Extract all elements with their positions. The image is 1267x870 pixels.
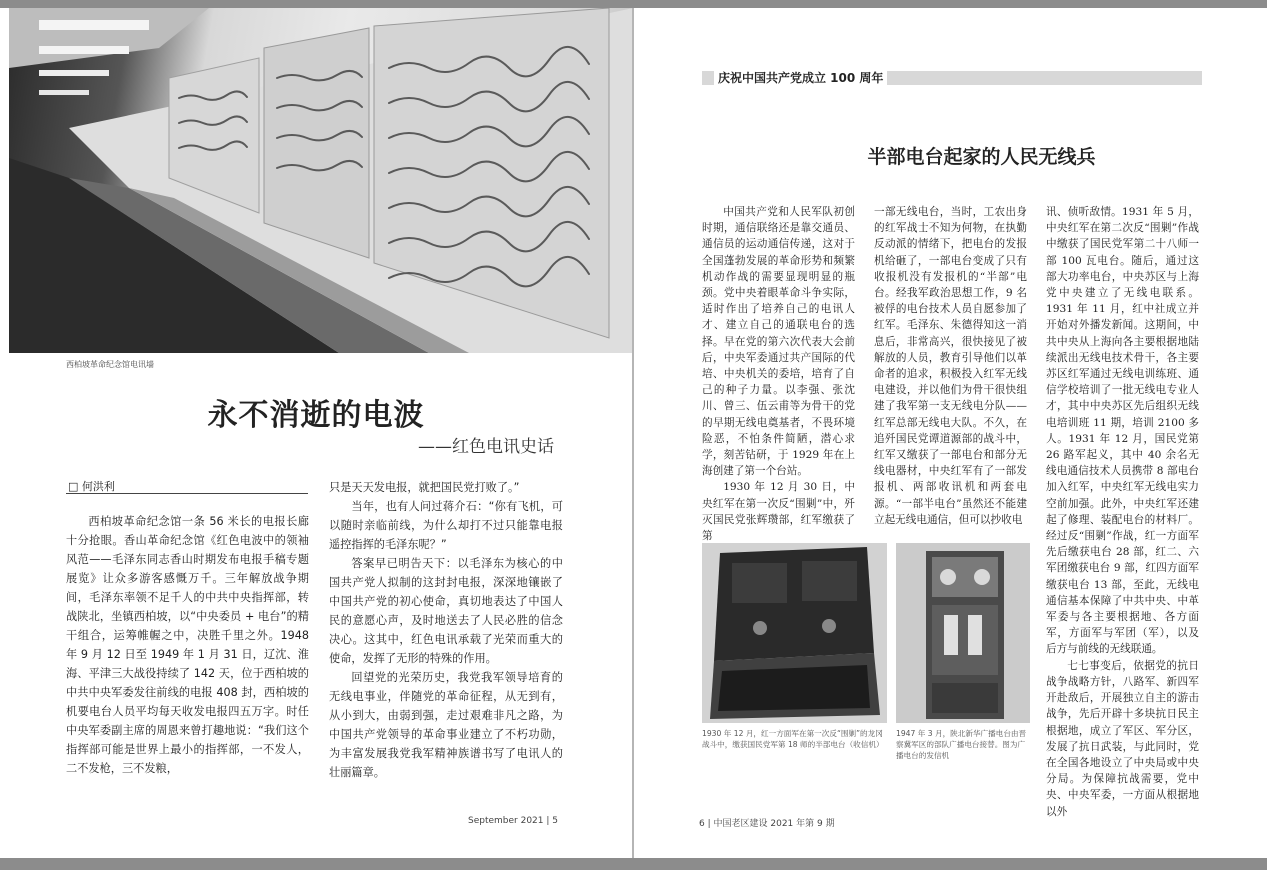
paragraph: 七七事变后，依据党的抗日战争战略方针，八路军、新四军开赴敌后，开展独立自主的游击战争，先后开辟十多块抗日民主根据地，成立了军区、军分区，发展了抗日武装，与此同时，党在全国各地设立了中央局或中央分局。为保障抗战需要，党中央、中央军委，一方面从根据地以外 xyxy=(1046,659,1199,818)
left-page xyxy=(0,8,632,858)
paragraph: 一部无线电台，当时，工农出身的红军战士不知为何物，在执勤反动派的情绪下，把电台的发报机给砸了，一部电台变成了只有收报机没有发报机的“半部”电台。经我军政治思想工作，9 名被俘的电台技术人员自愿参加了红军。毛泽东、朱德得知这一消息后，非常高兴，很快接见了被解放的人员，教育引导他们以革命者的追求，积极投入红军无线电建设，并以他们为骨干很快组建了我军第一支无线电分队——红军总部无线电大队。不久，在追歼国民党谭道源部的战斗中，红军又缴获了一部电台和部分无线电器材，中央红军有了一部发报机、两部收讯机和两套电源。“一部半电台”虽然还不能建立起无线电通信，但可以抄收电 xyxy=(874,206,1027,526)
page-footer-left: September 2021 | 5 xyxy=(468,816,558,826)
paragraph: 1930 年 12 月 30 日，中央红军在第一次反“围剿”中，歼灭国民党张辉瓒部，红军缴获了第 xyxy=(702,481,855,543)
paragraph: 只是天天发电报，就把国民党打败了。” xyxy=(329,481,520,494)
paragraph: 中国共产党和人民军队初创时期，通信联络还是靠交通员、通信员的运动通信传递，这对于全国蓬勃发展的革命形势和频繁机动作战的需要显现明显的瓶颈。党中央着眼革命斗争实际，适时作出了培养自己的电讯人才、建立自己的通联电台的选择。早在党的第六次代表大会前后，中央军委通过共产国际的代培、中央机关的委培，培育了自己的种子力量。以李强、张沈川、曾三、伍云甫等为骨干的党的早期无线电奠基者，不畏环境险恶，不怕条件简陋，潜心求学，刻苦钻研，于 1929 年在上海创建了第一个台站。 xyxy=(702,206,855,478)
paragraph: 当年，也有人问过蒋介石：“你有飞机，可以随时亲临前线，为什么却打不过只能靠电报遥控指挥的毛泽东呢？” xyxy=(329,500,563,551)
author-marker: □ xyxy=(68,480,79,493)
author-line xyxy=(68,478,115,494)
page-footer-right xyxy=(699,816,835,829)
footer-publication: | 中国老区建设 2021 年第 9 期 xyxy=(707,819,835,829)
paragraph: 西柏坡革命纪念馆一条 56 米长的电报长廊十分抢眼。香山革命纪念馆《红色电波中的领袖风范——毛泽东同志香山时期发布电报手稿专题展览》让众多游客感慨万千。三年解放战争期间，毛泽东率领不足千人的中共中央指挥部，转战陕北，坐镇西柏坡，以“中央委员 + 电台”的精干组合，运筹帷幄之中，决胜千里之外。1948 年 9 月 12 日至 1949 年 1 月 31 日，辽沈、淮海、平津三大战役持续了 142 天，位于西柏坡的中共中央军委发往前线的电报 408 封，西柏坡的机要电台人员平均每天收发电报四五万字。时任中央军委副主席的周恩来曾打趣地说：“我们这个指挥部可能是世界上最小的指挥部，一不发人，二不发枪，三不发粮， xyxy=(66,515,309,775)
author-name: 何洪利 xyxy=(81,480,115,493)
viewer-top-bar xyxy=(0,0,1267,8)
right-column-3 xyxy=(1046,204,1199,820)
radio-transmitter-photo xyxy=(896,543,1030,723)
paragraph: 回望党的光荣历史，我党我军领导培育的无线电事业，伴随党的革命征程，从无到有，从小到大，由弱到强，走过艰难非凡之路，为中国共产党领导的革命事业建立了不朽功勋，为丰富发展我党我军精神族谱书写了电讯人的壮丽篇章。 xyxy=(329,671,563,779)
right-column-2 xyxy=(874,204,1027,528)
page-number: 6 xyxy=(699,819,705,829)
photo-caption-2: 1947 年 3 月，陕北新华广播电台由晋察冀军区的部队广播电台接替。图为广播电台的发信机 xyxy=(896,729,1027,760)
left-column-1 xyxy=(66,512,309,778)
right-page xyxy=(634,8,1267,858)
left-column-2 xyxy=(329,478,563,782)
photo-caption-1: 1930 年 12 月，红一方面军在第一次反“围剿”的龙冈战斗中，缴获国民党军第 18 师的半部电台（收信机） xyxy=(702,729,884,749)
paragraph: 讯、侦听敌情。1931 年 5 月，中央红军在第二次反“围剿”作战中缴获了国民党军第二十八师一部 100 瓦电台。随后，通过这部大功率电台，中央苏区与上海党中央建立了无线电联系。1931 年 11 月，红中社成立并开始对外播发新闻。这期间，中共中央从上海向各主要根据地陆续派出无线电技术骨干，各主要苏区红军通过无线电训练班、通信学校培训了一批无线电专业人才，其中中央苏区先后组织无线电培训班 11 期，培训 2100 多人。1931 年 12 月，国民党第 26 路军起义，其中 40 余名无线电通信技术人员携带 8 部电台加入红军，中央红军无线电实力空前加强。此外，中央红军还建起了修理、装配电台的材料厂。经过反“围剿”作战，红一方面军先后缴获电台 28 部，红二、六军团缴获电台 9 部，红四方面军缴获电台 13 部，至此，无线电通信基本保障了中共中央、中革军委与各主要根据地、各方面军，方面军与军团（军），以及后方与前线的无线联通。 xyxy=(1046,206,1199,656)
radio-receiver-photo xyxy=(702,543,887,723)
paragraph: 答案早已明告天下：以毛泽东为核心的中国共产党人拟制的这封封电报，深深地镶嵌了中国共产党的初心使命，真切地表达了中国人民的意愿心声，及时地送去了人民必胜的信念决心。这其中，红色电讯承载了光荣而重大的使命，发挥了无形的特殊的作用。 xyxy=(329,557,563,665)
article-title: 永不消逝的电波 xyxy=(207,398,425,433)
section-tag: 庆祝中国共产党成立 100 周年 xyxy=(714,69,887,86)
telegram-wall-photo xyxy=(9,8,632,353)
viewer-bottom-bar xyxy=(0,858,1267,870)
article-title-right: 半部电台起家的人民无线兵 xyxy=(867,146,1096,168)
author-rule xyxy=(66,493,308,494)
right-column-1 xyxy=(702,204,855,544)
photo-caption: 西柏坡革命纪念馆电讯墙 xyxy=(66,360,154,369)
article-subtitle: ——红色电讯史话 xyxy=(418,437,554,457)
